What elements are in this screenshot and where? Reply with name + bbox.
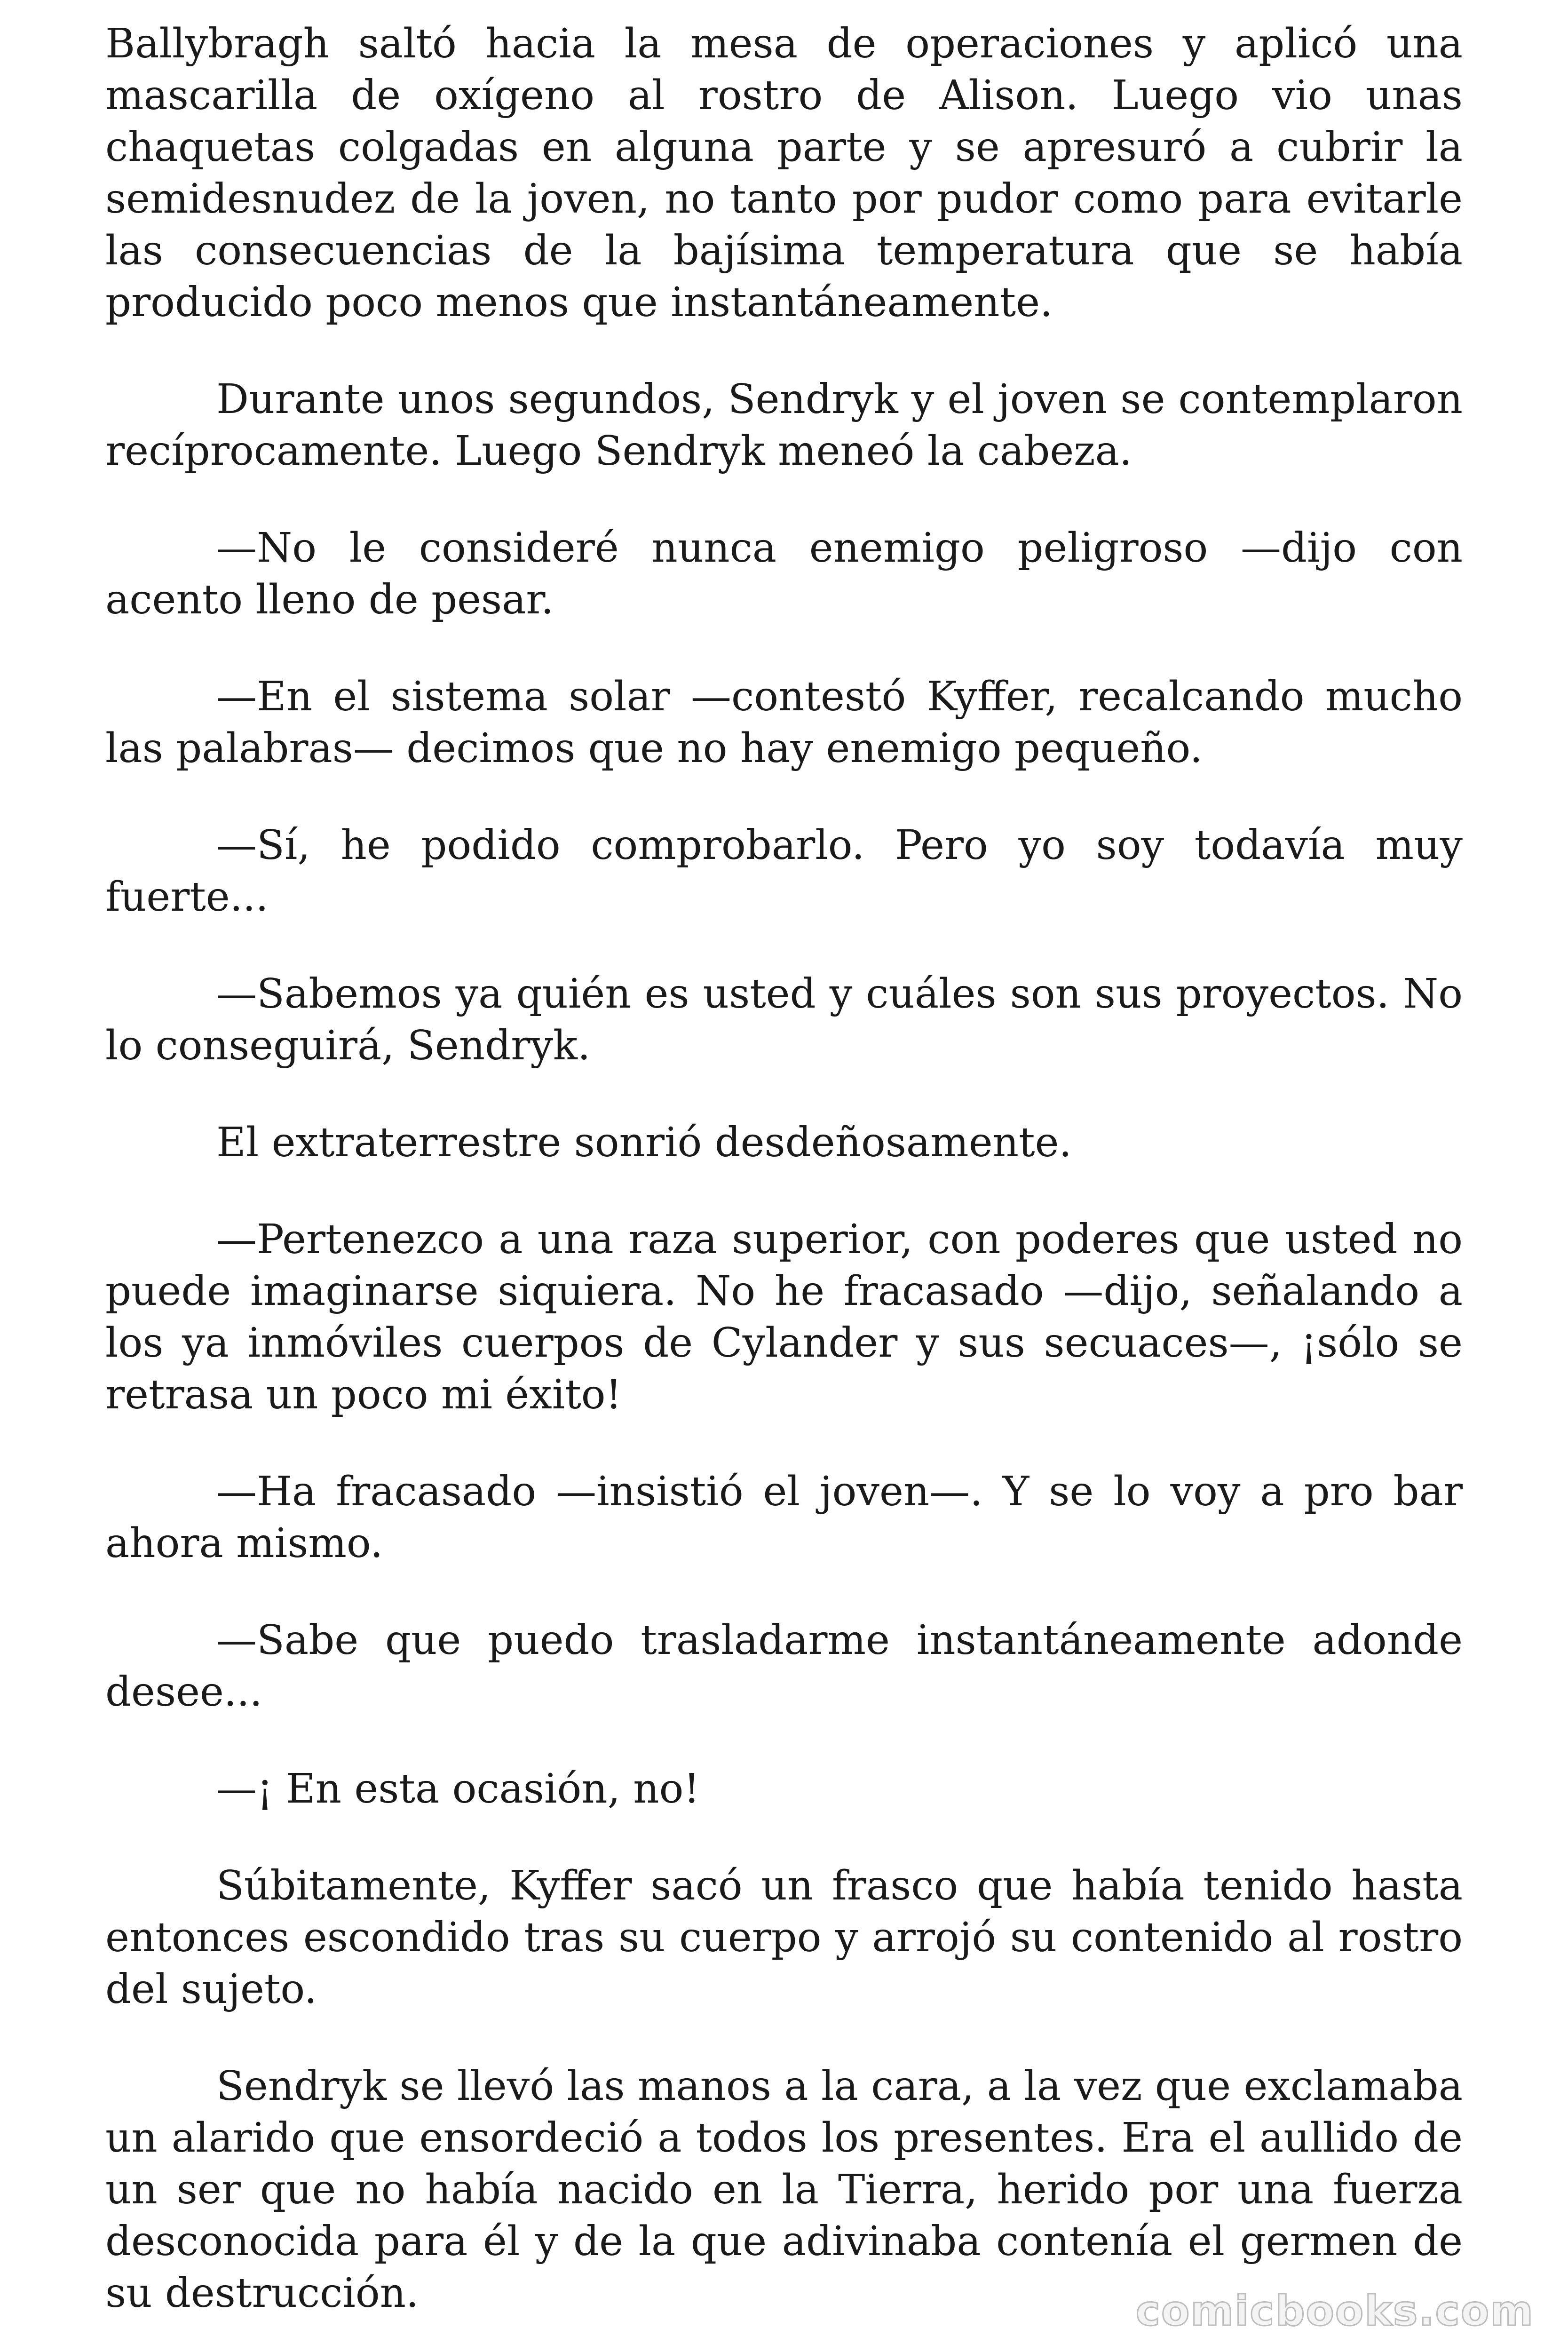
paragraph-9: —Ha fracasado —insistió el joven—. Y se lo voy a pro bar ahora mismo. xyxy=(105,1468,1463,1567)
paragraph-4: —En el sistema solar —contestó Kyffer, recalcando mucho las palabras— decimos que no hay enemigo pequeño. xyxy=(105,673,1463,772)
paragraph-10: —Sabe que puedo trasladarme instantáneamente adonde desee... xyxy=(105,1617,1463,1716)
paragraph-2: Durante unos segundos, Sendryk y el joven se contemplaron recíprocamente. Luego Sendryk meneó la cabeza. xyxy=(105,376,1463,475)
paragraph-3: —No le consideré nunca enemigo peligroso —dijo con acento lleno de pesar. xyxy=(105,524,1463,623)
paragraph-12: Súbitamente, Kyffer sacó un frasco que había tenido hasta entonces escondido tras su cuerpo y arrojó su contenido al rostro del sujeto. xyxy=(105,1862,1463,2013)
paragraph-13: Sendryk se llevó las manos a la cara, a la vez que exclamaba un alarido que ensordeció a todos los presentes. Era el aullido de un ser que no había nacido en la Tierra, herido por una fuerza desconocida para él y de la que adivinaba contenía el germen de su destrucción. xyxy=(105,2063,1463,2317)
paragraph-7: El extraterrestre sonrió desdeñosamente. xyxy=(216,1119,1072,1166)
book-page-text xyxy=(105,18,1463,2352)
paragraph-11: —¡ En esta ocasión, no! xyxy=(216,1765,700,1812)
watermark-text: comicbooks.com xyxy=(1135,2287,1534,2335)
paragraph-1: Ballybragh saltó hacia la mesa de operaciones y aplicó una mascarilla de oxígeno al rostro de Alison. Luego vio unas chaquetas colgadas en alguna parte y se apresuró a cubrir la semidesnudez de la joven, no tanto por pudor como para evitarle las consecuencias de la bajísima temperatura que se había producido poco menos que instantáneamente. xyxy=(105,20,1463,326)
paragraph-5: —Sí, he podido comprobarlo. Pero yo soy todavía muy fuerte... xyxy=(105,822,1463,921)
paragraph-6: —Sabemos ya quién es usted y cuáles son sus proyectos. No lo conseguirá, Sendryk. xyxy=(105,970,1463,1069)
paragraph-8: —Pertenezco a una raza superior, con poderes que usted no puede imaginarse siquiera. No he fracasado —dijo, señalando a los ya inmóviles cuerpos de Cylander y sus secuaces—, ¡sólo se retrasa un poco mi éxito! xyxy=(105,1216,1463,1418)
